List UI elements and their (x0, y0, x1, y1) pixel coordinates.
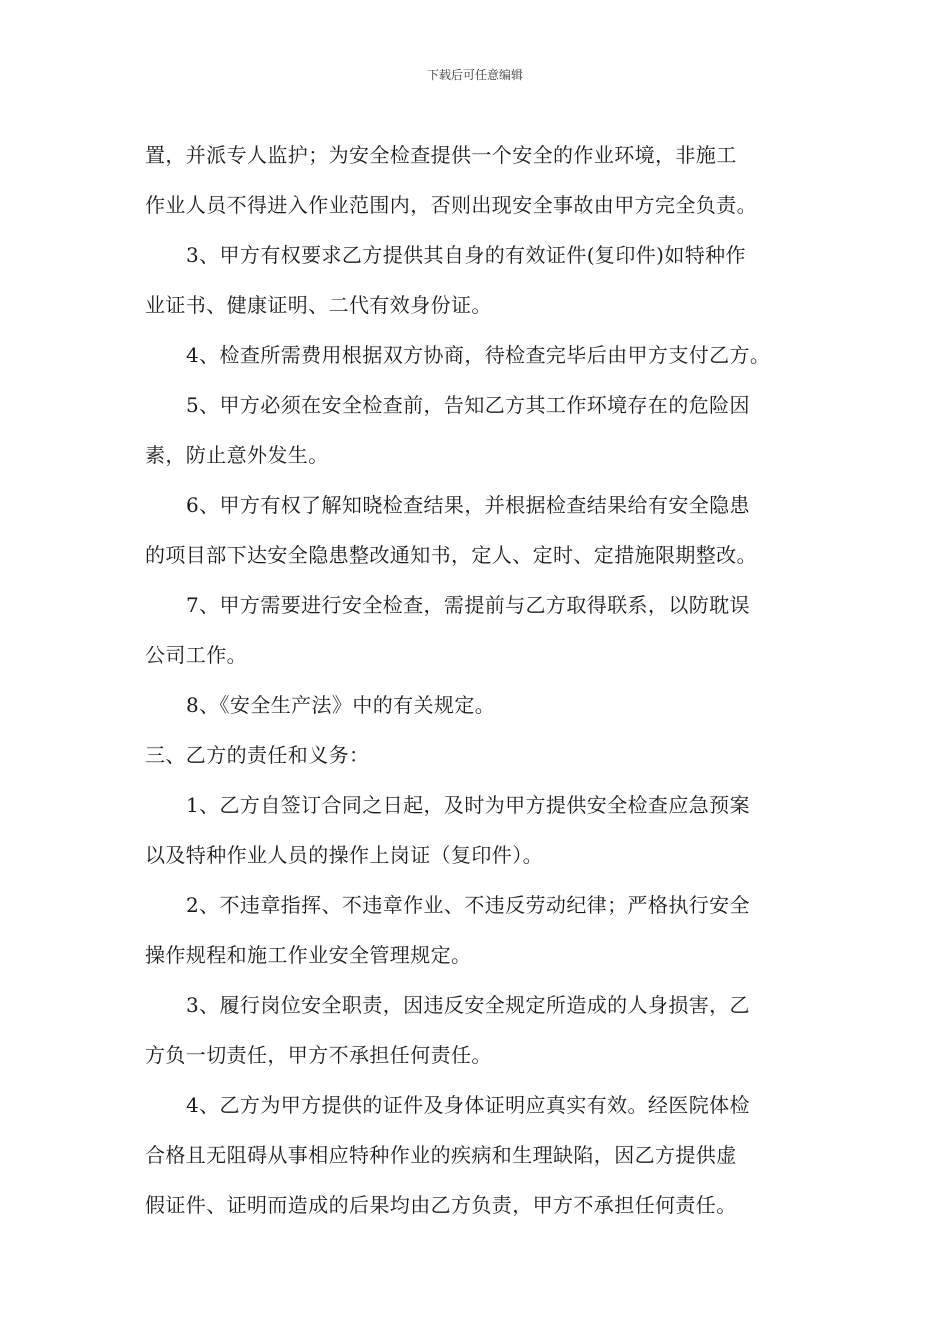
text-line: 合格且无阻碍从事相应特种作业的疾病和生理缺陷，因乙方提供虚 (145, 1143, 737, 1167)
clause-line: 8、《安全生产法》中的有关规定。 (186, 693, 496, 717)
clause-line: 4、检查所需费用根据双方协商，待检查完毕后由甲方支付乙方。 (186, 343, 771, 367)
text-line: 的项目部下达安全隐患整改通知书，定人、定时、定措施限期整改。 (145, 543, 757, 567)
document-body (145, 130, 810, 1230)
clause-line: 1、乙方自签订合同之日起，及时为甲方提供安全检查应急预案 (186, 793, 750, 817)
text-line: 业证书、健康证明、二代有效身份证。 (145, 293, 492, 317)
clause-line: 7、甲方需要进行安全检查，需提前与乙方取得联系，以防耽误 (186, 593, 750, 617)
text-line: 素，防止意外发生。 (145, 443, 329, 467)
text-line: 作业人员不得进入作业范围内，否则出现安全事故由甲方完全负责。 (145, 193, 757, 217)
text-line: 方负一切责任，甲方不承担任何责任。 (145, 1043, 492, 1067)
text-line: 假证件、证明而造成的后果均由乙方负责，甲方不承担任何责任。 (145, 1193, 737, 1217)
clause-line: 3、甲方有权要求乙方提供其自身的有效证件(复印件)如特种作 (186, 243, 746, 267)
text-line: 公司工作。 (145, 643, 247, 667)
clause-line: 6、甲方有权了解知晓检查结果，并根据检查结果给有安全隐患 (186, 493, 750, 517)
clause-line: 3、履行岗位安全职责，因违反安全规定所造成的人身损害，乙 (186, 993, 750, 1017)
text-line: 以及特种作业人员的操作上岗证（复印件）。 (145, 843, 543, 867)
text-line: 置，并派专人监护；为安全检查提供一个安全的作业环境，非施工 (145, 143, 737, 167)
clause-line: 2、不违章指挥、不违章作业、不违反劳动纪律；严格执行安全 (186, 893, 750, 917)
clause-line: 5、甲方必须在安全检查前，告知乙方其工作环境存在的危险因 (186, 393, 750, 417)
text-line: 操作规程和施工作业安全管理规定。 (145, 943, 472, 967)
section-heading: 三、乙方的责任和义务： (145, 743, 370, 767)
clause-line: 4、乙方为甲方提供的证件及身体证明应真实有效。经医院体检 (186, 1093, 750, 1117)
page-header: 下载后可任意编辑 (426, 68, 523, 82)
